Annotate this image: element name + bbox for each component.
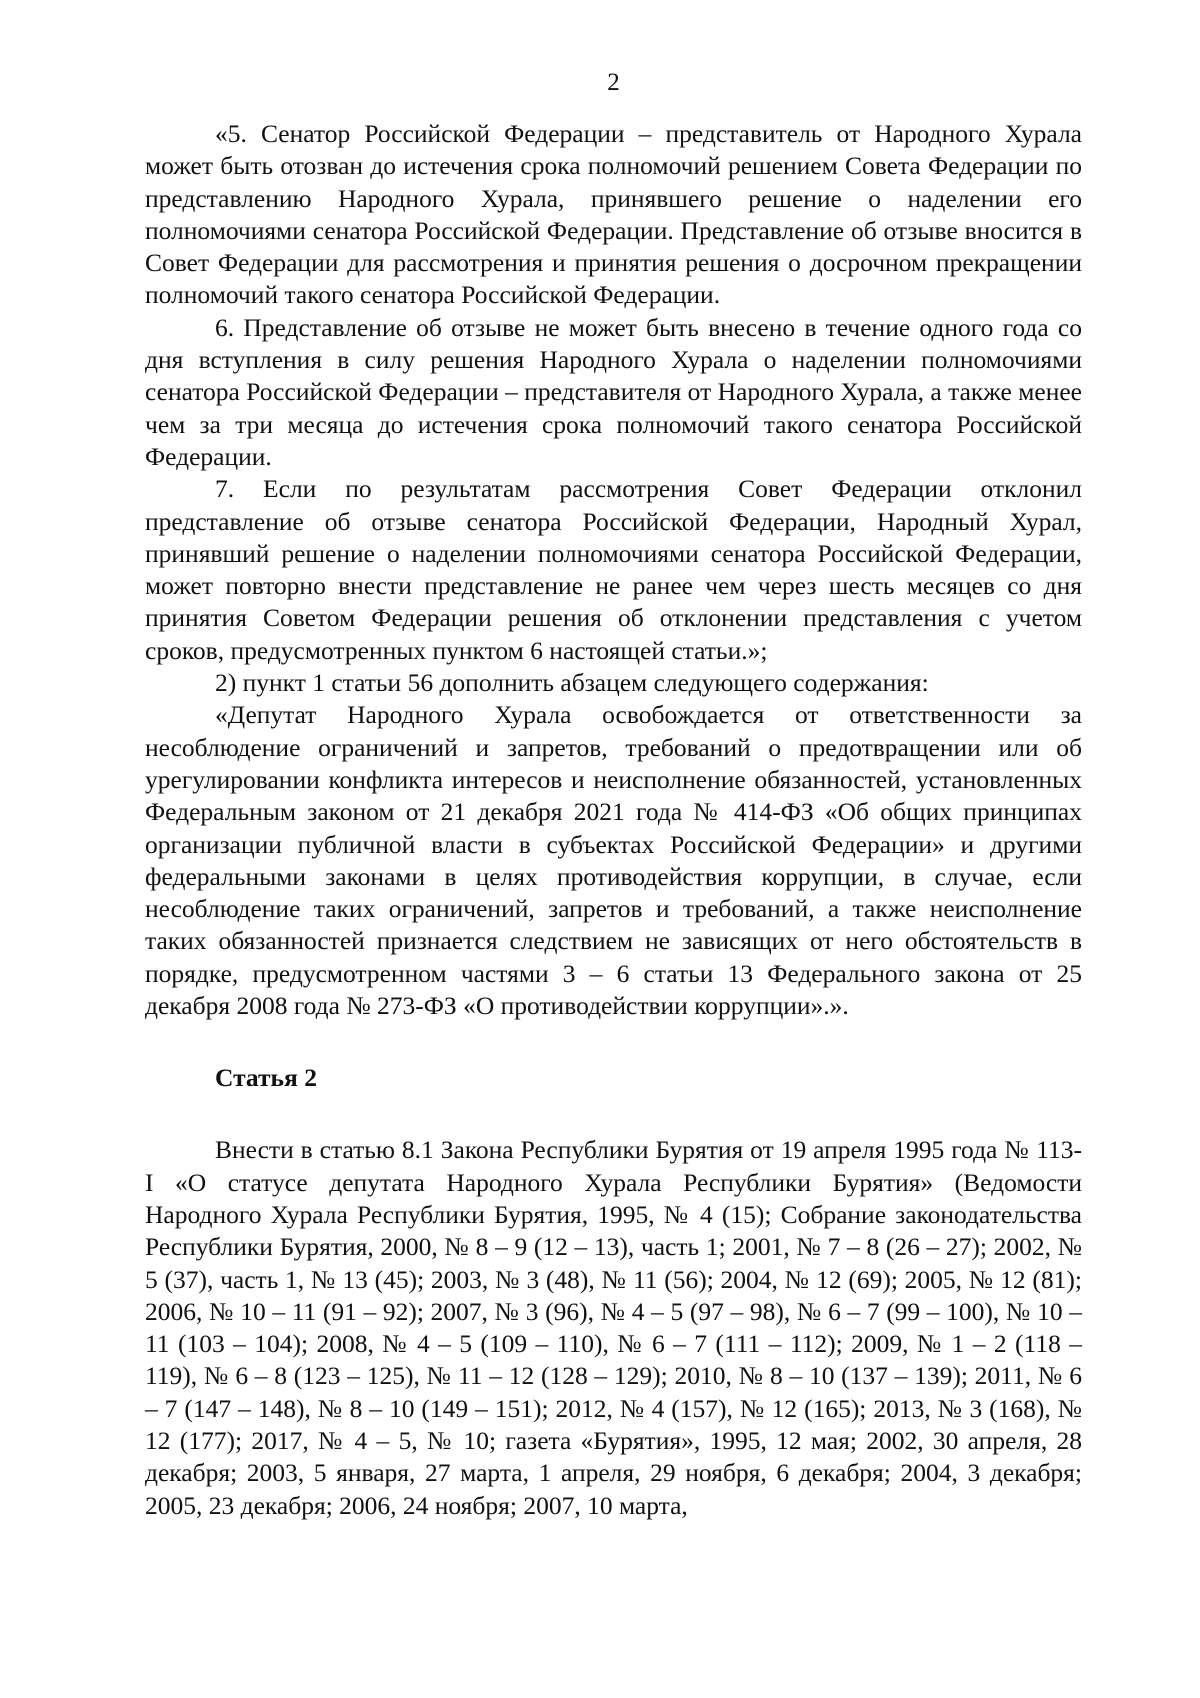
paragraph-amendment-2: 2) пункт 1 статьи 56 дополнить абзацем следующего содержания:: [215, 668, 929, 698]
page-number: 2: [607, 69, 620, 96]
paragraph-deputy-exemption: «Депутат Народного Хурала освобождается от ответственности за несоблюдение ограничений и запретов, требований о предотвращении или об урегулировании конфликта интересов и неисполнение обязанностей, установленных Федеральным законом от 21 декабря 2021 года № 414-ФЗ «Об общих принципах организации публичной власти в субъектах Российской Федерации» и другими федеральными законами в целях противодействия коррупции, в случае, если несоблюдение таких ограничений, запретов и требований, а также неисполнение таких обязанностей признается следствием не зависящих от него обстоятельств в порядке, предусмотренном частями 3 – 6 статьи 13 Федерального закона от 25 декабря 2008 года № 273-ФЗ «О противодействии коррупции».».: [145, 700, 1082, 1021]
article-heading: Статья 2: [215, 1063, 317, 1093]
paragraph-item-6: 6. Представление об отзыве не может быть внесено в течение одного года со дня вступления в силу решения Народного Хурала о наделении полномочиями сенатора Российской Федерации – представителя от Народного Хурала, а также менее чем за три месяца до истечения срока полномочий такого сенатора Российской Федерации.: [145, 312, 1082, 471]
paragraph-item-5: «5. Сенатор Российской Федерации – представитель от Народного Хурала может быть отозван до истечения срока полномочий решением Совета Федерации по представлению Народного Хурала, принявшего решение о наделении его полномочиями сенатора Российской Федерации. Представление об отзыве вносится в Совет Федерации для рассмотрения и принятия решения о досрочном прекращении полномочий такого сенатора Российской Федерации.: [145, 119, 1082, 310]
paragraph-article-2-body: Внести в статью 8.1 Закона Республики Бурятия от 19 апреля 1995 года № 113-I «О статусе депутата Народного Хурала Республики Бурятия» (Ведомости Народного Хурала Республики Бурятия, 1995, № 4 (15); Собрание законодательства Республики Бурятия, 2000, № 8 – 9 (12 – 13), часть 1; 2001, № 7 – 8 (26 – 27); 2002, № 5 (37), часть 1, № 13 (45); 2003, № 3 (48), № 11 (56); 2004, № 12 (69); 2005, № 12 (81); 2006, № 10 – 11 (91 – 92); 2007, № 3 (96), № 4 – 5 (97 – 98), № 6 – 7 (99 – 100), № 10 – 11 (103 – 104); 2008, № 4 – 5 (109 – 110), № 6 – 7 (111 – 112); 2009, № 1 – 2 (118 – 119), № 6 – 8 (123 – 125), № 11 – 12 (128 – 129); 2010, № 8 – 10 (137 – 139); 2011, № 6 – 7 (147 – 148), № 8 – 10 (149 – 151); 2012, № 4 (157), № 12 (165); 2013, № 3 (168), № 12 (177); 2017, № 4 – 5, № 10; газета «Бурятия», 1995, 12 мая; 2002, 30 апреля, 28 декабря; 2003, 5 января, 27 марта, 1 апреля, 29 ноября, 6 декабря; 2004, 3 декабря; 2005, 23 декабря; 2006, 24 ноября; 2007, 10 марта,: [145, 1135, 1082, 1520]
paragraph-item-7: 7. Если по результатам рассмотрения Совет Федерации отклонил представление об отзыве сенатора Российской Федерации, Народный Хурал, принявший решение о наделении полномочиями сенатора Российской Федерации, может повторно внести представление не ранее чем через шесть месяцев со дня принятия Советом Федерации решения об отклонении представления с учетом сроков, предусмотренных пунктом 6 настоящей статьи.»;: [145, 474, 1082, 665]
